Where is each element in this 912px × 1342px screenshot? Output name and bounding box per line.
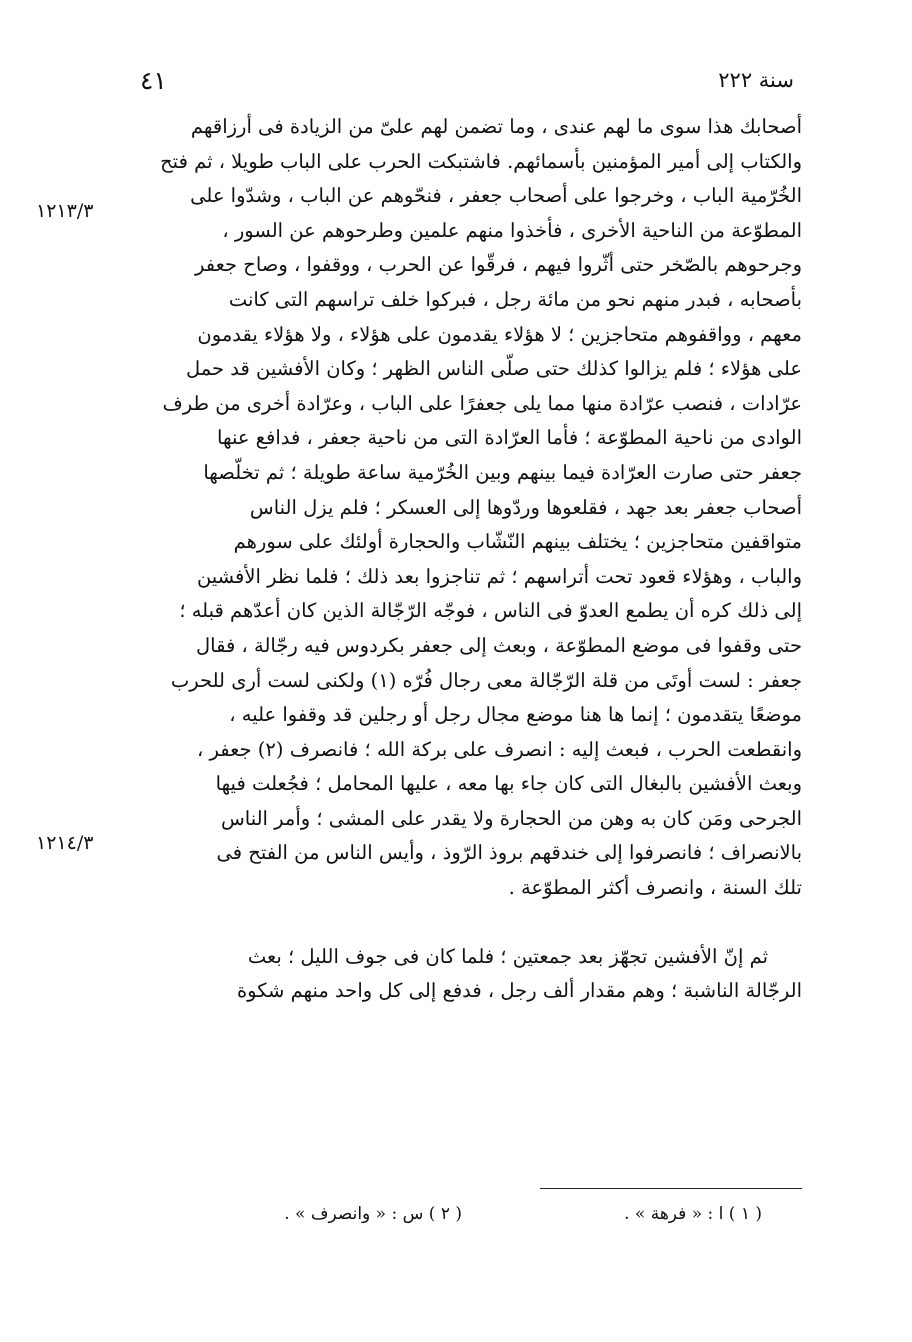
text-line: تلك السنة ، وانصرف أكثر المطوّعة . (508, 876, 802, 900)
paragraph-gap (116, 906, 802, 940)
text-line: أصحاب جعفر بعد جهد ، فقلعوها وردّوها إلى العسكر ؛ فلم يزل الناس (249, 495, 802, 519)
text-line: جعفر : لست أوتَى من قلة الرّجّالة معى رجال فُرّه (١) ولكنى لست أرى للحرب (170, 668, 802, 692)
text-line: جعفر حتى صارت العرّادة فيما بينهم وبين الخُرّمية ساعة طويلة ؛ ثم تخلّصها (203, 460, 802, 484)
text-line: أصحابك هذا سوى ما لهم عندى ، وما تضمن لهم علىّ من الزيادة فى أرزاقهم (190, 115, 802, 138)
main-text (116, 110, 802, 1009)
footnote-1: ( ١ ) ا : « فرهة » . (624, 1204, 762, 1224)
text-line: معهم ، وواقفوهم متحاجزين ؛ لا هؤلاء يقدمون على هؤلاء ، ولا هؤلاء يقدمون (197, 322, 802, 346)
text-line: وانقطعت الحرب ، فبعث إليه : انصرف على بركة الله ؛ فانصرف (٢) جعفر ، (197, 737, 802, 761)
footnote-divider (540, 1188, 802, 1189)
text-line: الجرحى ومَن كان به وهن من الحجارة ولا يقدر على المشى ؛ وأمر الناس (220, 806, 802, 830)
text-line: بالانصراف ؛ فانصرفوا إلى خندقهم بروذ الرّوذ ، وأيس الناس من الفتح فى (216, 841, 802, 865)
margin-reference: ١٢١٣/٣ (36, 200, 94, 222)
paragraph (116, 110, 802, 906)
text-line: وبعث الأفشين بالبغال التى كان جاء بها معه ، عليها المحامل ؛ فجُعلت فيها (215, 772, 802, 796)
year-label: سنة ٢٢٢ (718, 68, 794, 92)
text-line: متواقفين متحاجزين ؛ يختلف بينهم النّشّاب والحجارة أولئك على سورهم (233, 530, 802, 554)
page-number: ٤١ (140, 66, 167, 95)
text-line: الوادى من ناحية المطوّعة ؛ فأما العرّادة التى من ناحية جعفر ، فدافع عنها (217, 426, 802, 450)
text-line: على هؤلاء ؛ فلم يزالوا كذلك حتى صلّى الناس الظهر ؛ وكان الأفشين قد حمل (185, 357, 802, 381)
text-line: والباب ، وهؤلاء قعود تحت أتراسهم ؛ ثم تناجزوا بعد ذلك ؛ فلما نظر الأفشين (196, 564, 802, 588)
text-line: الرجّالة الناشبة ؛ وهم مقدار ألف رجل ، فدفع إلى كل واحد منهم شكوة (236, 979, 802, 1003)
text-line: المطوّعة من الناحية الأخرى ، فأخذوا منهم علمين وطرحوهم عن السور ، (222, 218, 802, 242)
margin-reference: ١٢١٤/٣ (36, 832, 94, 854)
text-line: عرّادات ، فنصب عرّادة منها مما يلى جعفرًا على الباب ، وعرّادة أخرى من طرف (162, 391, 802, 415)
paragraph (116, 940, 802, 1009)
text-line: وجرحوهم بالصّخر حتى أثّروا فيهم ، فرقّوا عن الحرب ، ووقفوا ، وصاح جعفر (195, 253, 802, 277)
text-line: حتى وقفوا فى موضع المطوّعة ، وبعث إلى جعفر بكردوس فيه رجّالة ، فقال (196, 633, 802, 657)
text-line: موضعًا يتقدمون ؛ إنما ها هنا موضع مجال رجل أو رجلين قد وقفوا عليه ، (229, 703, 802, 727)
text-line: ثم إنّ الأفشين تجهّز بعد جمعتين ؛ فلما كان فى جوف الليل ؛ بعث (247, 944, 768, 968)
text-line: الخُرّمية الباب ، وخرجوا على أصحاب جعفر ، فنحّوهم عن الباب ، وشدّوا على (190, 184, 802, 208)
footnote-2: ( ٢ ) س : « وانصرف » . (284, 1204, 462, 1224)
page-header (0, 66, 912, 106)
text-line: بأصحابه ، فبدر منهم نحو من مائة رجل ، فبركوا خلف تراسهم التى كانت (228, 287, 802, 311)
footnotes (0, 1204, 912, 1234)
text-line: إلى ذلك كره أن يطمع العدوّ فى الناس ، فوجّه الرّجّالة الذين كان أعدّهم قبله ؛ (179, 599, 802, 623)
text-line: والكتاب إلى أمير المؤمنين بأسمائهم. فاشتبكت الحرب على الباب طويلا ، ثم فتح (160, 149, 802, 173)
